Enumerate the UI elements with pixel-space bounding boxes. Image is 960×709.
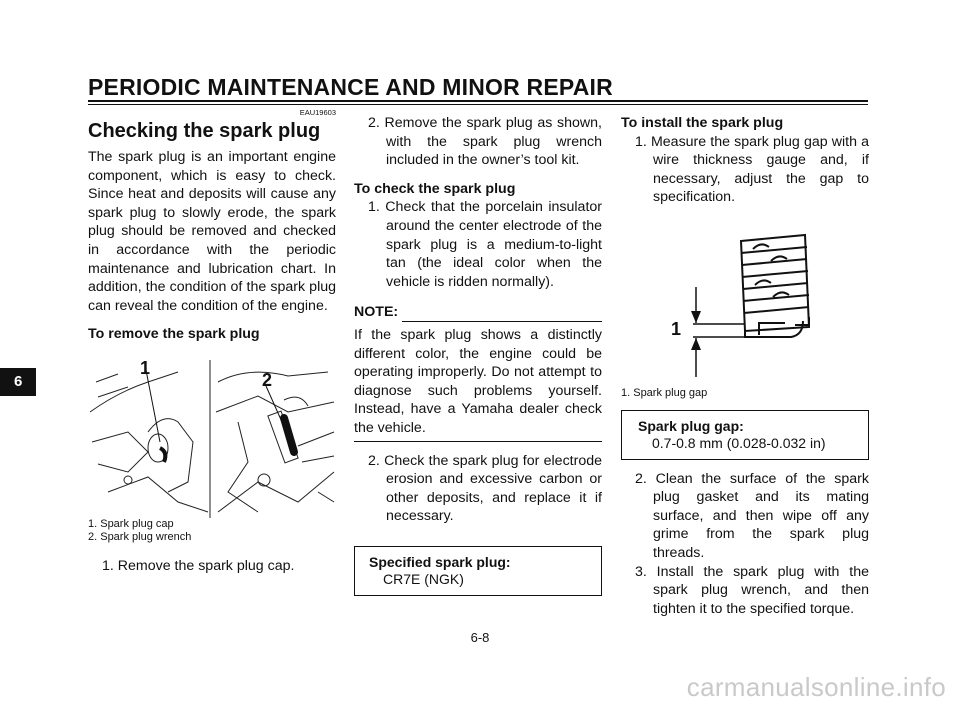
column-2 bbox=[354, 114, 602, 596]
specified-spark-plug-box bbox=[354, 546, 602, 596]
remove-step-1: 1. Remove the spark plug cap. bbox=[102, 558, 295, 575]
note-label: NOTE: bbox=[354, 304, 399, 321]
gap-label: Spark plug gap: bbox=[638, 417, 744, 434]
caption-spark-plug-cap: 1. Spark plug cap bbox=[88, 517, 174, 530]
section-title: Checking the spark plug bbox=[88, 120, 321, 142]
column-1 bbox=[88, 108, 336, 576]
check-step-2: 2. Check the spark plug for electrode erosion and excessive carbon or other deposits, and replace it if necessary. bbox=[368, 452, 602, 525]
header-rule bbox=[88, 100, 868, 102]
spark-plug-removal-figure bbox=[88, 352, 336, 518]
figure-callout-2: 2 bbox=[262, 369, 273, 390]
spec-value: CR7E (NGK) bbox=[383, 570, 464, 587]
note-end-rule bbox=[354, 441, 602, 442]
check-heading: To check the spark plug bbox=[354, 180, 516, 197]
header-rule-thin bbox=[88, 104, 868, 105]
section-code: EAU19603 bbox=[299, 108, 336, 117]
caption-spark-plug-wrench: 2. Spark plug wrench bbox=[88, 530, 192, 543]
watermark: carmanualsonline.info bbox=[686, 672, 946, 702]
note-text: If the spark plug shows a distinctly different color, the engine could be operating improperly. Do not attempt to diagnose such problems yourself. Instead, have a Yamaha dealer check the vehicle. bbox=[354, 326, 602, 436]
remove-heading: To remove the spark plug bbox=[88, 326, 260, 343]
chapter-tab: 6 bbox=[0, 368, 36, 396]
install-step-1: 1. Measure the spark plug gap with a wire thickness gauge and, if necessary, adjust the gap to specification. bbox=[635, 133, 869, 206]
spark-plug-gap-box bbox=[621, 410, 869, 460]
spec-label: Specified spark plug: bbox=[369, 553, 511, 570]
page-header-title: PERIODIC MAINTENANCE AND MINOR REPAIR bbox=[88, 74, 613, 100]
note-heading bbox=[354, 303, 602, 322]
figure-callout-1: 1 bbox=[140, 357, 151, 378]
gap-figure-callout-1: 1 bbox=[671, 318, 682, 339]
install-heading: To install the spark plug bbox=[621, 115, 784, 131]
install-step-3: 3. Install the spark plug with the spark plug wrench, and then tighten it to the specified torque. bbox=[635, 563, 869, 617]
note-rule bbox=[402, 311, 602, 322]
intro-paragraph: The spark plug is an important engine component, which is easy to check. Since heat and deposits will cause any spark plug to slowly erode, the spark plug should be removed and checked in accordance with the periodic maintenance and lubrication chart. In addition, the condition of the spark plug can reveal the condition of the engine. bbox=[88, 149, 336, 314]
spark-plug-gap-diagram bbox=[621, 231, 869, 381]
remove-step-2: 2. Remove the spark plug as shown, with the spark plug wrench included in the owner’s tool kit. bbox=[368, 115, 602, 169]
check-step-1: 1. Check that the porcelain insulator around the center electrode of the spark plug is a medium-to-light tan (the ideal color when the vehicle is ridden normally). bbox=[368, 199, 602, 290]
engine-illustration bbox=[88, 352, 336, 518]
spark-plug-gap-figure bbox=[621, 231, 869, 381]
page-number: 6-8 bbox=[470, 630, 490, 645]
gap-value: 0.7-0.8 mm (0.028-0.032 in) bbox=[652, 434, 826, 451]
column-3 bbox=[621, 114, 869, 618]
install-step-2: 2. Clean the surface of the spark plug gasket and its mating surface, and then wipe off any grime from the spark plug threads. bbox=[635, 470, 869, 561]
caption-spark-plug-gap: 1. Spark plug gap bbox=[621, 386, 708, 399]
